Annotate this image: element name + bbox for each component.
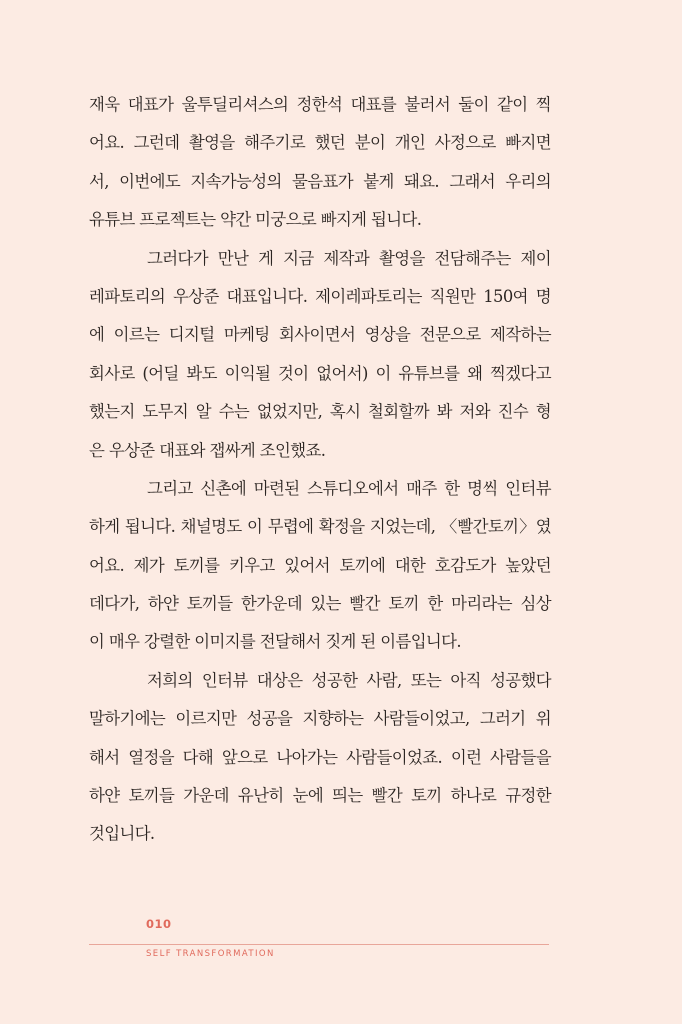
text-line: 데다가, 하얀 토끼들 한가운데 있는 빨간 토끼 한 마리라는 심상 [89, 594, 551, 614]
text-line: 레파토리의 우상준 대표입니다. 제이레파토리는 직원만 150여 명 [89, 286, 551, 306]
text-line: 어요. 제가 토끼를 키우고 있어서 토끼에 대한 호감도가 높았던 [89, 555, 551, 575]
text-line: 회사로 (어딜 봐도 이익될 것이 없어서) 이 유튜브를 왜 찍겠다고 [89, 363, 551, 383]
text-line: 저희의 인터뷰 대상은 성공한 사람, 또는 아직 성공했다 [147, 670, 551, 690]
text-line: 해서 열정을 다해 앞으로 나아가는 사람들이었죠. 이런 사람들을 [89, 747, 551, 767]
text-line: 서, 이번에도 지속가능성의 물음표가 붙게 돼요. 그래서 우리의 [89, 171, 551, 191]
text-line: 그러다가 만난 게 지금 제작과 촬영을 전담해주는 제이 [147, 248, 551, 268]
paragraph [89, 662, 551, 854]
paragraph [89, 470, 551, 662]
text-line: 하게 됩니다. 채널명도 이 무렵에 확정을 지었는데, 〈빨간토끼〉였 [89, 517, 551, 537]
text-line: 했는지 도무지 알 수는 없었지만, 혹시 철회할까 봐 저와 진수 형 [89, 402, 551, 422]
text-line: 재욱 대표가 울투딜리셔스의 정한석 대표를 불러서 둘이 같이 찍 [89, 95, 551, 114]
page-number: 010 [146, 917, 172, 931]
paragraph [89, 240, 551, 470]
text-line: 이 매우 강렬한 이미지를 전달해서 짓게 된 이름입니다. [89, 632, 462, 652]
text-line: 에 이르는 디지털 마케팅 회사이면서 영상을 전문으로 제작하는 [89, 325, 551, 345]
text-line: 어요. 그런데 촬영을 해주기로 했던 분이 개인 사정으로 빠지면 [89, 133, 551, 153]
text-line: 유튜브 프로젝트는 약간 미궁으로 빠지게 됩니다. [89, 210, 422, 230]
paragraph [89, 86, 551, 240]
body-text [89, 86, 551, 854]
text-line: 그리고 신촌에 마련된 스튜디오에서 매주 한 명씩 인터뷰 [147, 478, 551, 498]
text-line: 은 우상준 대표와 잽싸게 조인했죠. [89, 440, 326, 460]
text-line: 것입니다. [89, 824, 155, 844]
text-line: 말하기에는 이르지만 성공을 지향하는 사람들이었고, 그러기 위 [89, 709, 551, 729]
running-title: SELF TRANSFORMATION [146, 949, 275, 959]
text-line: 하얀 토끼들 가운데 유난히 눈에 띄는 빨간 토끼 하나로 규정한 [89, 786, 551, 806]
footer-divider [89, 944, 549, 945]
